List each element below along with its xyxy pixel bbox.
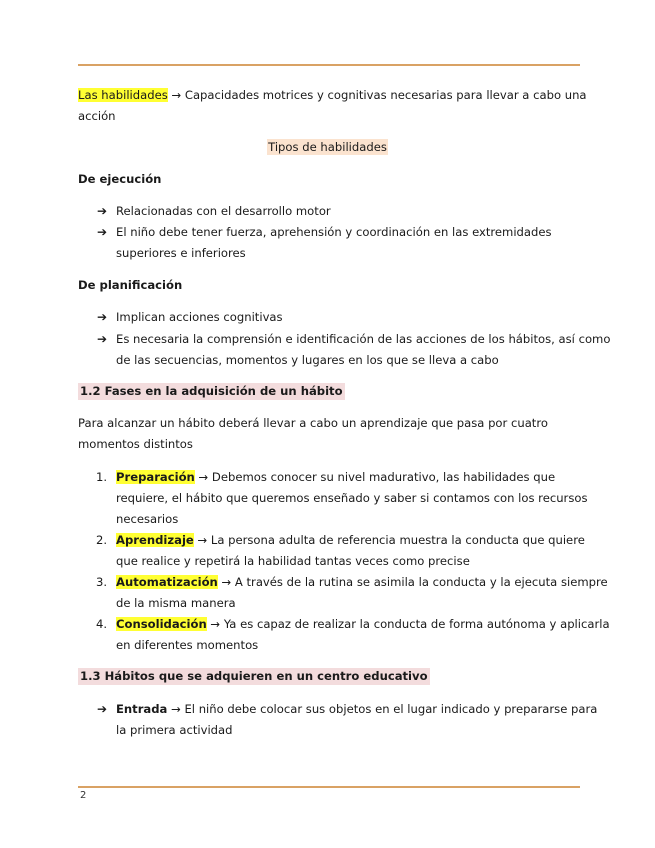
arrow-bullet-icon: ➔ (97, 332, 108, 346)
phase-term: Aprendizaje (116, 533, 194, 547)
list-item: Es necesaria la comprensión e identificación de las acciones de los hábitos, así como (116, 332, 611, 346)
phase-item (116, 614, 610, 635)
arrow-bullet-icon: ➔ (97, 702, 108, 716)
list-item: El niño debe tener fuerza, aprehensión y coordinación en las extremidades (116, 225, 552, 239)
types-title-row (0, 137, 655, 158)
types-title: Tipos de habilidades (268, 140, 387, 154)
phase-item (116, 572, 608, 593)
list-item: Implican acciones cognitivas (116, 310, 283, 324)
header-rule (78, 64, 580, 66)
phase-text: → Debemos conocer su nivel madurativo, las habilidades que (198, 470, 556, 484)
phase-cont: en diferentes momentos (116, 638, 259, 652)
list-item-cont: superiores e inferiores (116, 246, 246, 260)
list-item (116, 699, 597, 720)
phase-cont: requiere, el hábito que queremos enseñado y saber si contamos con los recursos (116, 491, 588, 505)
planificacion-heading: De planificación (78, 278, 183, 292)
section-intro-cont: momentos distintos (78, 437, 193, 451)
ejecucion-heading: De ejecución (78, 172, 162, 186)
footer-rule (78, 786, 580, 788)
definition-term: Las habilidades (78, 88, 168, 102)
list-item-cont: la primera actividad (116, 723, 233, 737)
phase-term: Preparación (116, 470, 195, 484)
phase-cont: necesarios (116, 512, 179, 526)
list-number: 1. (96, 470, 108, 484)
list-item-cont: de las secuencias, momentos y lugares en los que se lleva a cabo (116, 353, 499, 367)
section-intro: Para alcanzar un hábito deberá llevar a cabo un aprendizaje que pasa por cuatro (78, 416, 548, 430)
list-item: Relacionadas con el desarrollo motor (116, 204, 331, 218)
definition-line (78, 85, 587, 106)
phase-text: → Ya es capaz de realizar la conducta de forma autónoma y aplicarla (210, 617, 610, 631)
item-term: Entrada (116, 702, 168, 716)
section-heading-1-2: 1.2 Fases en la adquisición de un hábito (80, 384, 343, 398)
arrow-bullet-icon: ➔ (97, 225, 108, 239)
item-text: → El niño debe colocar sus objetos en el lugar indicado y prepararse para (171, 702, 598, 716)
phase-text: → A través de la rutina se asimila la conducta y la ejecuta siempre (221, 575, 608, 589)
phase-text: → La persona adulta de referencia muestra la conducta que quiere (197, 533, 585, 547)
arrow-bullet-icon: ➔ (97, 310, 108, 324)
phase-term: Consolidación (116, 617, 207, 631)
phase-item (116, 467, 555, 488)
phase-cont: que realice y repetirá la habilidad tantas veces como precise (116, 554, 470, 568)
definition-line-2: acción (78, 109, 116, 123)
phase-term: Automatización (116, 575, 218, 589)
phase-cont: de la misma manera (116, 596, 236, 610)
page-number: 2 (80, 790, 87, 801)
definition-text: → Capacidades motrices y cognitivas necesarias para llevar a cabo una (171, 88, 587, 102)
phase-item (116, 530, 585, 551)
arrow-bullet-icon: ➔ (97, 204, 108, 218)
list-number: 4. (96, 617, 108, 631)
list-number: 3. (96, 575, 108, 589)
list-number: 2. (96, 533, 108, 547)
section-heading-1-3: 1.3 Hábitos que se adquieren en un centro educativo (80, 669, 428, 683)
